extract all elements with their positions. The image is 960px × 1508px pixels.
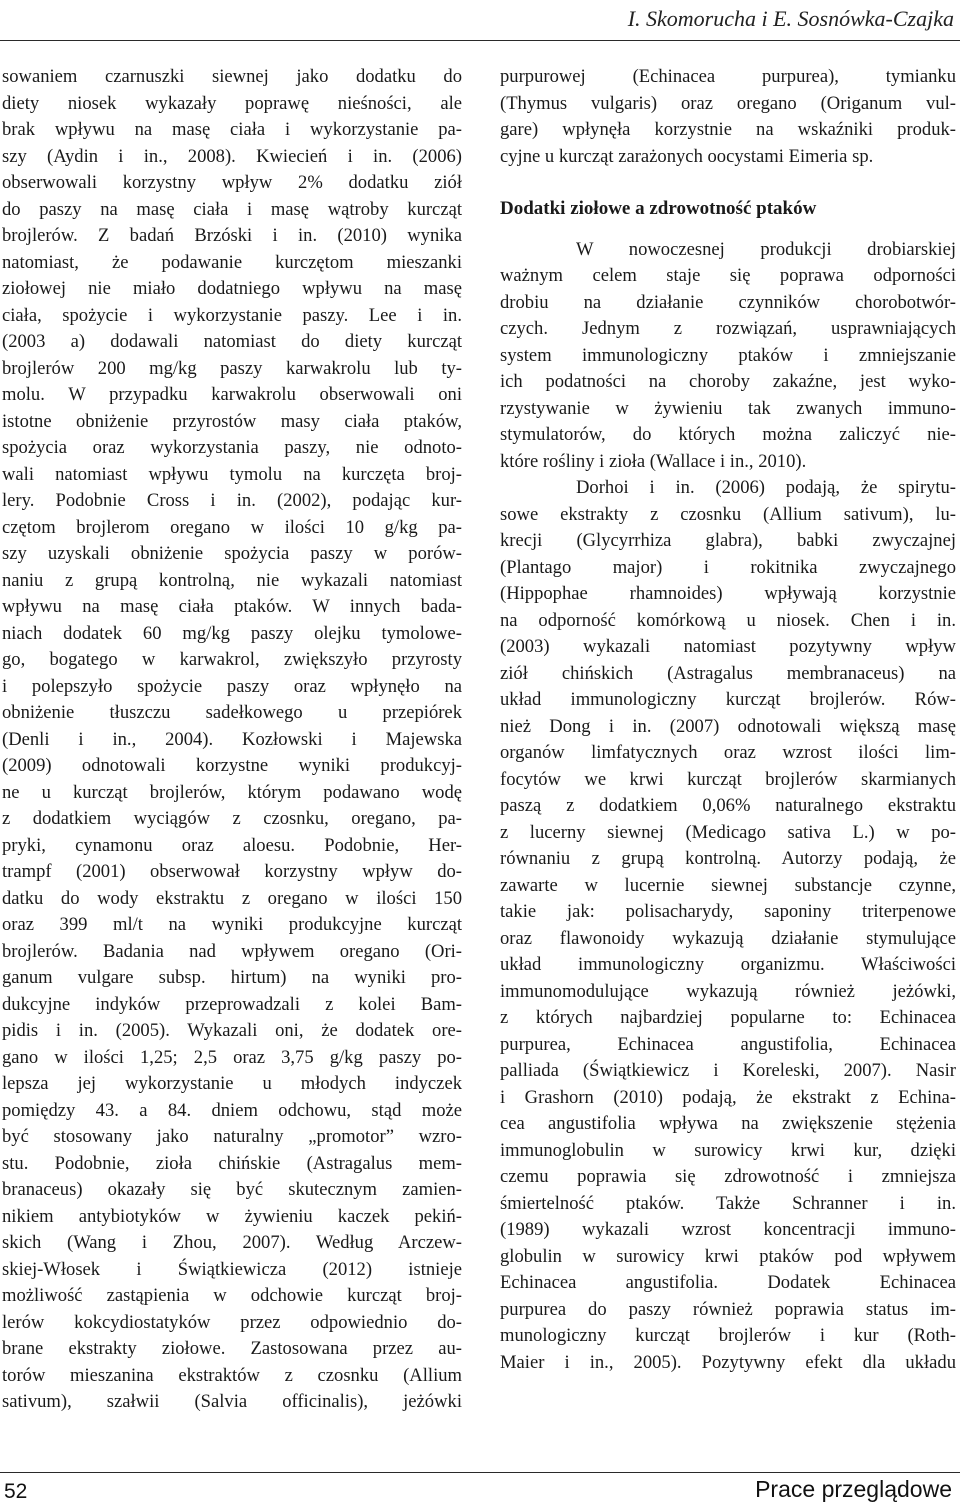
text-line: czętom brojlerom oregano w ilości 10 g/kg pa-	[2, 516, 462, 538]
text-line: brane ekstrakty ziołowe. Zastosowana przez au-	[2, 1338, 462, 1359]
text-line: układ immunologiczny kurcząt brojlerów. Rów-	[500, 689, 956, 710]
header-rule	[0, 40, 960, 41]
text-line: ne u kurcząt brojlerów, którym podawano wodę	[2, 781, 462, 803]
text-line: cea angustifolia wpływa na zwiększenie stężenia	[500, 1113, 956, 1134]
text-line: na odporność komórkową u niosek. Chen i in.	[500, 609, 956, 631]
text-line: brojlerów. Z badań Brzóski i in. (2010) wynika	[2, 225, 462, 246]
text-line: śmiertelność ptaków. Także Schranner i in.	[500, 1192, 956, 1214]
text-line: molu. W przypadku karwakrolu obserwowali oni	[2, 384, 462, 405]
text-line: paszą z dodatkiem 0,06% naturalnego ekstraktu	[500, 795, 956, 816]
text-line: ważnym celem staje się poprawa odporności	[500, 265, 956, 286]
text-line: i Grashorn (2010) podają, że ekstrakt z Echina-	[500, 1086, 956, 1108]
section-label: Prace przeglądowe	[755, 1476, 952, 1502]
text-line: Maier i in., 2005). Pozytywny efekt dla układu	[500, 1351, 956, 1373]
text-line: układ immunologiczny organizmu. Właściwości	[500, 954, 956, 975]
text-line: purpurea, Echinacea angustifolia, Echinacea	[500, 1033, 956, 1055]
text-line: wali natomiast wpływu tymolu na kurczęta broj-	[2, 463, 462, 485]
text-line: czemu poprawia się zdrowotność i zmniejsza	[500, 1166, 956, 1187]
text-line: (Plantago major) i rokitnika zwyczajnego	[500, 556, 956, 578]
text-line: lery. Podobnie Cross i in. (2002), podając kur-	[2, 490, 462, 511]
text-line: być stosowany jako naturalny „promotor” wzro-	[2, 1126, 462, 1147]
text-line: purpurea do paszy również poprawia status im-	[500, 1298, 956, 1320]
text-line: z lucerny siewnej (Medicago sativa L.) w po-	[500, 821, 956, 843]
text-line: krecji (Glycyrrhiza glabra), babki zwyczajnej	[500, 530, 956, 551]
left-column	[2, 64, 462, 1416]
text-line: obserwowali korzystny wpływ 2% dodatku ziół	[2, 172, 462, 193]
text-line: diety niosek wykazały poprawę nieśności, ale	[2, 92, 462, 114]
text-line: (2003 a) dodawali natomiast do diety kurcząt	[2, 331, 462, 352]
text-line: lepsza jej wykorzystanie u młodych indyczek	[2, 1073, 462, 1094]
text-line: stymulatorów, do których można zaliczyć nie-	[500, 424, 956, 445]
text-line: dukcyjne indyków przeprowadzali z kolei Bam-	[2, 993, 462, 1015]
text-line: zawarte w lucernie siewnej substancje czynne,	[500, 874, 956, 896]
text-line: pryki, cynamonu oraz aloesu. Podobnie, Her-	[2, 834, 462, 856]
text-line: które rośliny i zioła (Wallace i in., 2010).	[500, 450, 807, 472]
text-line: ziół chińskich (Astragalus membranaceus) na	[500, 662, 956, 684]
text-line: istotne obniżenie przyrostów masy ciała ptaków,	[2, 410, 462, 432]
text-line: wpływu na masę ciała ptaków. W innych bada-	[2, 596, 462, 617]
text-line: czych. Jednym z rozwiązań, usprawniających	[500, 318, 956, 339]
text-line: (2009) odnotowali korzystne wyniki produkcyj-	[2, 755, 462, 776]
text-line: szy uzyskali obniżenie spożycia paszy w porów-	[2, 543, 462, 564]
text-line: niach dodatek 60 mg/kg paszy olejku tymolowe-	[2, 622, 462, 644]
text-line: palliada (Świątkiewicz i Koreleski, 2007). Nasir	[500, 1060, 956, 1081]
text-line: obniżenie tłuszczu sadełkowego u przepiórek	[2, 702, 462, 723]
text-line: ziołowej nie miało dodatniego wpływu na masę	[2, 278, 462, 299]
text-line: gano w ilości 1,25; 2,5 oraz 3,75 g/kg paszy po-	[2, 1046, 462, 1068]
text-line: do paszy na masę ciała i masę wątroby kurcząt	[2, 198, 462, 220]
text-line: trampf (2001) obserwował korzystny wpływ do-	[2, 861, 462, 882]
footer-rule	[0, 1472, 960, 1473]
text-line: focytów we krwi kurcząt brojlerów skarmianych	[500, 768, 956, 790]
text-line: sativum), szałwii (Salvia officinalis), jeżówki	[2, 1391, 462, 1412]
text-line: pomiędzy 43. a 84. dniem odchowu, stąd może	[2, 1099, 462, 1121]
text-line: brojlerów. Badania nad wpływem oregano (Ori-	[2, 940, 462, 962]
text-line: stu. Podobnie, zioła chińskie (Astragalus mem-	[2, 1152, 462, 1174]
text-line: gare) wpłynęła korzystnie na wskaźniki produk-	[500, 119, 956, 140]
text-line: naniu z grupą kontrolną, nie wykazali natomiast	[2, 569, 462, 591]
running-head: I. Skomorucha i E. Sosnówka-Czajka	[627, 6, 954, 31]
text-line: skich (Wang i Zhou, 2007). Według Arczew-	[2, 1232, 462, 1253]
text-line: system immunologiczny ptaków i zmniejszanie	[500, 344, 956, 366]
text-line: sowaniem czarnuszki siewnej jako dodatku do	[2, 66, 462, 87]
text-line: równaniu z grupą kontrolną. Autorzy podają, że	[500, 848, 956, 869]
text-line: immunoglobulin w surowicy krwi kur, dzięki	[500, 1139, 956, 1161]
section-heading: Dodatki ziołowe a zdrowotność ptaków	[500, 198, 817, 219]
text-line: (Denli i in., 2004). Kozłowski i Majewska	[2, 728, 462, 750]
spacer	[500, 170, 956, 196]
text-line: rzystywanie w żywieniu tak zwanych immuno-	[500, 397, 956, 419]
text-line: (1989) wykazali wzrost koncentracji immuno-	[500, 1219, 956, 1240]
spacer	[500, 223, 956, 237]
text-line: munologiczny kurcząt brojlerów i kur (Roth-	[500, 1325, 956, 1346]
text-line: spożycia oraz wykorzystania paszy, nie odnoto-	[2, 437, 462, 458]
text-line: oraz flawonoidy wykazują działanie stymulujące	[500, 927, 956, 949]
text-line: ciała, spożycie i wykorzystanie paszy. Lee i in.	[2, 304, 462, 326]
text-line: i polepszyło spożycie paszy oraz wpłynęło na	[2, 675, 462, 697]
text-line: pidis i in. (2005). Wykazali oni, że dodatek ore-	[2, 1020, 462, 1041]
text-line: drobiu na działanie czynników chorobotwór-	[500, 291, 956, 313]
text-line: immunomodulujące wykazują również jeżówki,	[500, 980, 956, 1002]
text-line: Echinacea angustifolia. Dodatek Echinacea	[500, 1272, 956, 1293]
text-line: takie jak: polisacharydy, saponiny triterpenowe	[500, 901, 956, 922]
text-line: (2003) wykazali natomiast pozytywny wpływ	[500, 636, 956, 657]
text-line: ganum vulgare subsp. hirtum) na wyniki pro-	[2, 967, 462, 988]
text-line: nież Dong i in. (2007) odnotowali większą masę	[500, 715, 956, 737]
right-paragraph-2	[500, 475, 956, 1376]
text-line: ich podatności na choroby zakaźne, jest wyko-	[500, 371, 956, 392]
text-line: z dodatkiem wyciągów z czosnku, oregano, pa-	[2, 808, 462, 829]
text-line: torów mieszanina ekstraktów z czosnku (Allium	[2, 1364, 462, 1386]
text-line: z których najbardziej popularne to: Echinacea	[500, 1007, 956, 1028]
text-line: go, bogatego w karwakrol, zwiększyło przyrosty	[2, 649, 462, 670]
text-line: skiej-Włosek i Świątkiewicza (2012) istnieje	[2, 1258, 462, 1280]
text-line: W nowoczesnej produkcji drobiarskiej	[576, 238, 956, 260]
text-line: brojlerów 200 mg/kg paszy karwakrolu lub ty-	[2, 357, 462, 379]
text-line: datku do wody ekstraktu z oregano w ilości 150	[2, 887, 462, 909]
text-line: sowe ekstrakty z czosnku (Allium sativum), lu-	[500, 503, 956, 525]
text-line: natomiast, że podawanie kurczętom mieszanki	[2, 251, 462, 273]
text-line: cyjne u kurcząt zarażonych oocystami Eimeria sp.	[500, 145, 874, 167]
text-line: (Hippophae rhamnoides) wpływają korzystnie	[500, 583, 956, 604]
text-line: możliwość zastąpienia w odchowie kurcząt broj-	[2, 1285, 462, 1306]
text-line: branaceus) okazały się być skutecznym zamien-	[2, 1179, 462, 1200]
text-line: Dorhoi i in. (2006) podają, że spirytu-	[576, 477, 956, 498]
text-line: globulin w surowicy krwi ptaków pod wpływem	[500, 1245, 956, 1267]
text-line: purpurowej (Echinacea purpurea), tymianku	[500, 66, 956, 87]
text-line: (Thymus vulgaris) oraz oregano (Origanum vul-	[500, 92, 956, 114]
text-line: brak wpływu na masę ciała i wykorzystanie pa-	[2, 119, 462, 140]
right-paragraph-1	[500, 237, 956, 476]
right-intro-paragraph	[500, 64, 956, 170]
text-line: lerów kokcydiostatyków przez odpowiednio do-	[2, 1311, 462, 1333]
text-line: oraz 399 ml/t na wyniki produkcyjne kurcząt	[2, 914, 462, 935]
text-line: szy (Aydin i in., 2008). Kwiecień i in. (2006)	[2, 145, 462, 167]
text-line: organów limfatycznych oraz wzrost ilości lim-	[500, 742, 956, 763]
right-column	[500, 64, 956, 1376]
page-number: 52	[4, 1480, 28, 1503]
text-line: nikiem antybiotyków w żywieniu kaczek pekiń-	[2, 1205, 462, 1227]
